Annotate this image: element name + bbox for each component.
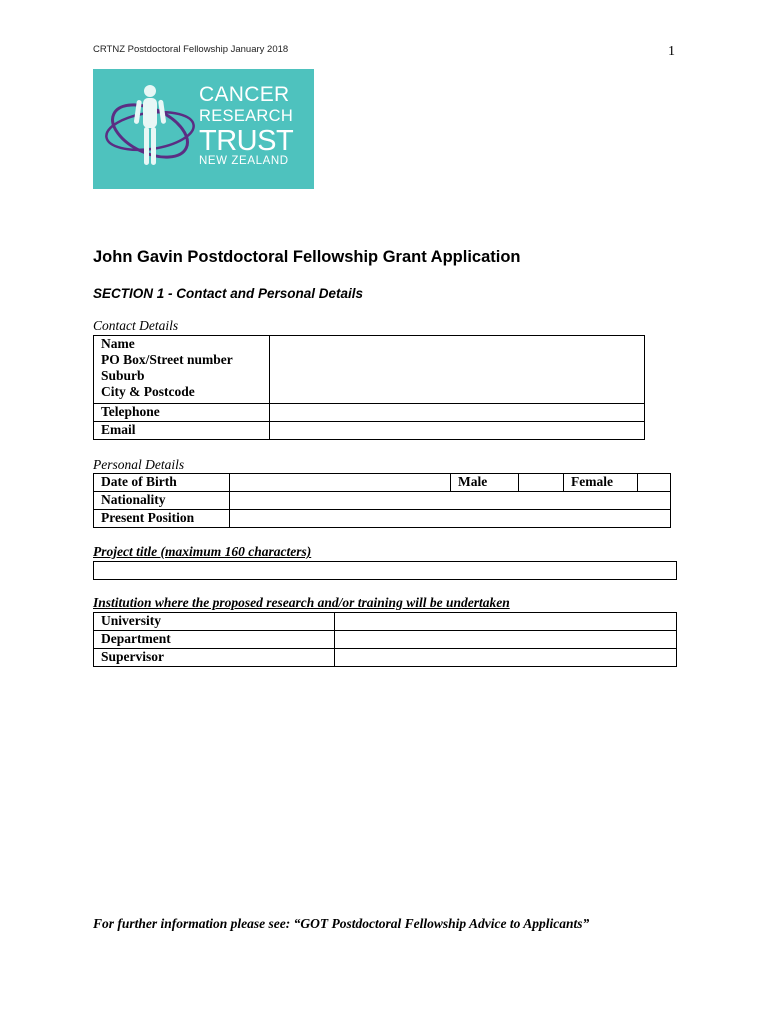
nationality-field[interactable] bbox=[230, 492, 671, 510]
present-position-label: Present Position bbox=[94, 510, 230, 528]
address-field[interactable] bbox=[270, 336, 645, 404]
project-title-table bbox=[93, 561, 677, 580]
institution-heading-text: Institution where the proposed research and/or training will be undertaken bbox=[93, 595, 510, 610]
telephone-field[interactable] bbox=[270, 404, 645, 422]
female-label: Female bbox=[564, 474, 638, 492]
street-label: PO Box/Street number bbox=[101, 352, 233, 367]
suburb-label: Suburb bbox=[101, 368, 145, 383]
name-label: Name bbox=[101, 336, 135, 351]
city-postcode-label: City & Postcode bbox=[101, 384, 195, 399]
female-checkbox[interactable] bbox=[638, 474, 671, 492]
department-label: Department bbox=[94, 631, 335, 649]
nationality-label: Nationality bbox=[94, 492, 230, 510]
footer-note: For further information please see: “GOT Postdoctoral Fellowship Advice to Applicants” bbox=[93, 916, 590, 931]
university-label: University bbox=[94, 613, 335, 631]
email-field[interactable] bbox=[270, 422, 645, 440]
page-number: 1 bbox=[668, 44, 675, 59]
project-title-heading-text: Project title (maximum 160 characters) bbox=[93, 544, 312, 559]
telephone-label: Telephone bbox=[94, 404, 270, 422]
male-label: Male bbox=[451, 474, 519, 492]
project-title-heading bbox=[93, 544, 311, 560]
institution-heading bbox=[93, 595, 510, 611]
department-field[interactable] bbox=[335, 631, 677, 649]
contact-details-table bbox=[93, 335, 645, 440]
contact-details-heading: Contact Details bbox=[93, 318, 179, 333]
section-title: SECTION 1 - Contact and Personal Details bbox=[93, 286, 364, 301]
dob-label: Date of Birth bbox=[94, 474, 230, 492]
present-position-field[interactable] bbox=[230, 510, 671, 528]
personal-details-table bbox=[93, 473, 671, 528]
supervisor-field[interactable] bbox=[335, 649, 677, 667]
email-label: Email bbox=[94, 422, 270, 440]
personal-details-heading: Personal Details bbox=[93, 457, 185, 472]
address-labels-cell bbox=[94, 336, 270, 404]
logo-text-cancer: CANCER bbox=[199, 83, 290, 106]
university-field[interactable] bbox=[335, 613, 677, 631]
document-title: John Gavin Postdoctoral Fellowship Grant Application bbox=[93, 248, 521, 266]
male-checkbox[interactable] bbox=[519, 474, 564, 492]
logo-text-trust: TRUST bbox=[199, 125, 294, 157]
supervisor-label: Supervisor bbox=[94, 649, 335, 667]
dob-field[interactable] bbox=[230, 474, 451, 492]
running-header: CRTNZ Postdoctoral Fellowship January 2018 bbox=[93, 44, 289, 55]
institution-table bbox=[93, 612, 677, 667]
logo-text-new-zealand: NEW ZEALAND bbox=[199, 155, 289, 167]
cancer-research-trust-logo bbox=[93, 69, 314, 189]
logo-text-research: RESEARCH bbox=[199, 107, 294, 125]
project-title-field[interactable] bbox=[94, 562, 677, 580]
